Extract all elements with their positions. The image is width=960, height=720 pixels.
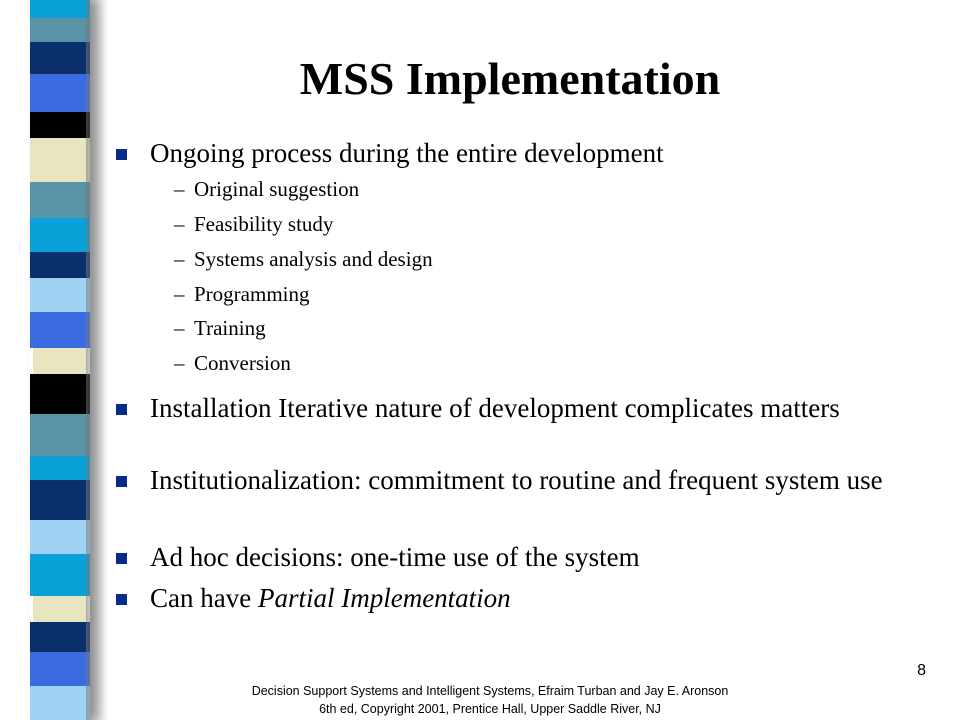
bullet-text-plain: Can have: [150, 583, 258, 613]
bullet-item: [116, 136, 886, 170]
dash-marker: –: [174, 351, 185, 375]
bullet-text: [150, 581, 886, 615]
bullet-item: [116, 581, 886, 615]
sub-item-text: Programming: [194, 282, 310, 306]
dash-marker: –: [174, 316, 185, 340]
sub-item-text: Systems analysis and design: [194, 247, 433, 271]
bullet-text: Institutionalization: commitment to routine and frequent system use: [150, 465, 883, 495]
sub-item-text: Original suggestion: [194, 177, 360, 201]
bullet-item: [116, 540, 886, 574]
bullet-text: Ongoing process during the entire development: [150, 138, 664, 168]
dash-marker: –: [174, 177, 185, 201]
dash-marker: –: [174, 282, 185, 306]
dash-marker: –: [174, 247, 185, 271]
footer-citation: [220, 682, 760, 718]
bullet-item: [116, 463, 886, 531]
footer-line: Decision Support Systems and Intelligent Systems, Efraim Turban and Jay E. Aronson: [251, 684, 729, 698]
square-bullet-icon: [116, 476, 127, 487]
bullet-text: Installation Iterative nature of development complicates matters: [150, 393, 840, 423]
slide-title: MSS Implementation: [299, 53, 721, 104]
sub-item-text: Training: [194, 316, 266, 340]
footer-line: 6th ed, Copyright 2001, Prentice Hall, Upper Saddle River, NJ: [319, 702, 661, 716]
bullet-text-italic: Partial Implementation: [257, 583, 511, 613]
square-bullet-icon: [116, 404, 127, 415]
bullet-text: Ad hoc decisions: one-time use of the system: [150, 542, 640, 572]
square-bullet-icon: [116, 553, 127, 564]
page-number: 8: [917, 662, 926, 679]
square-bullet-icon: [116, 594, 127, 605]
bullet-item: [116, 391, 886, 459]
sub-item-text: Feasibility study: [194, 212, 334, 236]
sub-item-text: Conversion: [194, 351, 291, 375]
stripe-bar-shadow: [86, 0, 108, 720]
dash-marker: –: [174, 212, 185, 236]
square-bullet-icon: [116, 149, 127, 160]
decorative-stripe-bar: [30, 0, 90, 720]
